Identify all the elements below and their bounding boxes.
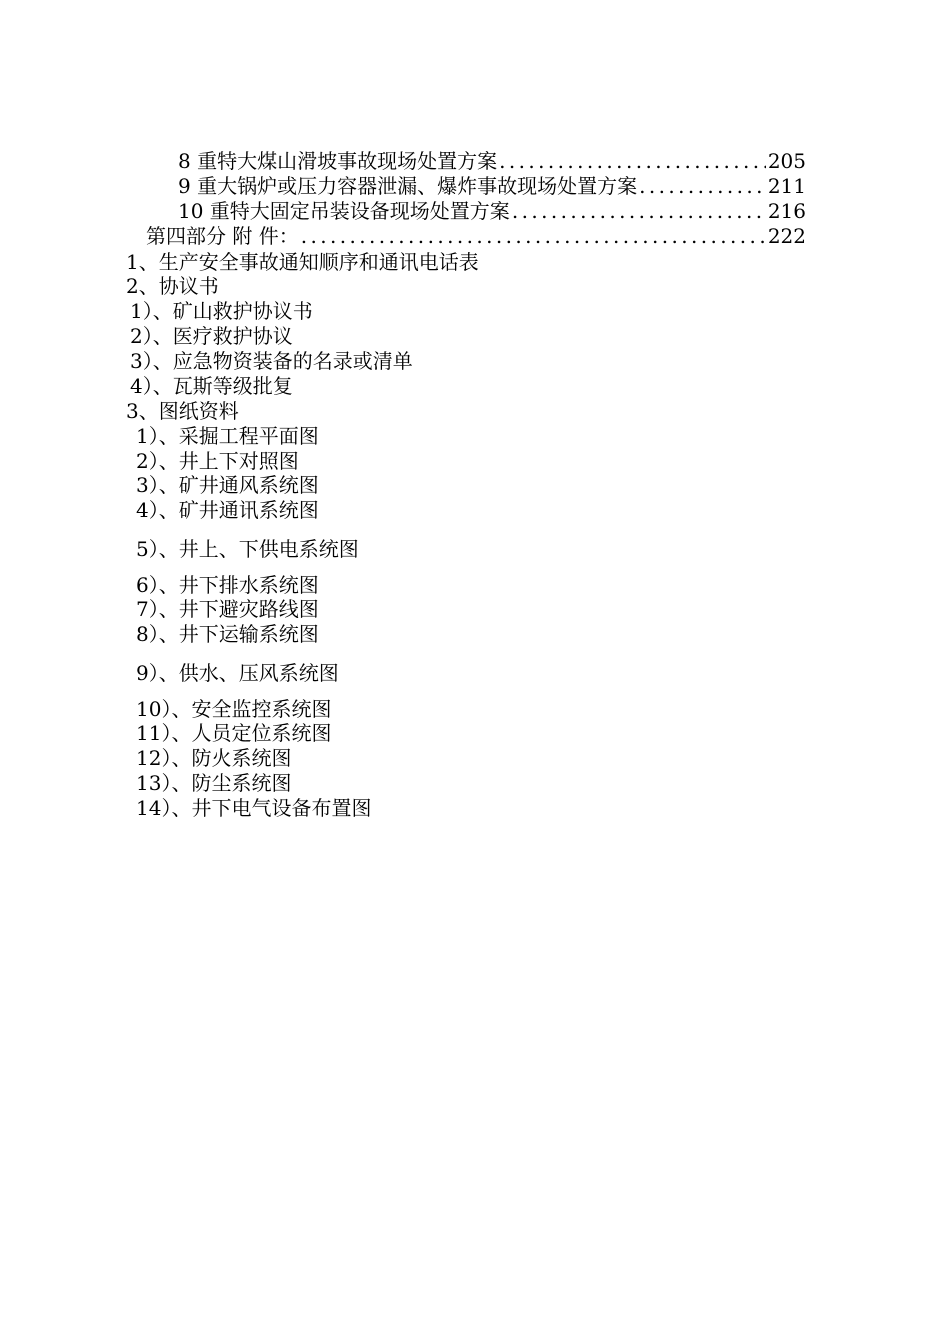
toc-entry-part4 (146, 224, 806, 248)
appendix-subitem: 14）、井下电气设备布置图 (136, 796, 372, 820)
appendix-subitem: 1）、采掘工程平面图 (136, 424, 319, 448)
appendix-subitem: 5）、井上、下供电系统图 (136, 537, 359, 561)
appendix-item-2: 2、协议书 (126, 274, 219, 298)
toc-entry-page: 222 (767, 224, 806, 248)
appendix-item-3: 3、图纸资料 (126, 399, 239, 423)
appendix-subitem: 7）、井下避灾路线图 (136, 597, 319, 621)
toc-entry-page: 211 (767, 174, 806, 198)
appendix-subitem: 10）、安全监控系统图 (136, 697, 332, 721)
toc-leader-dots (301, 224, 766, 248)
appendix-subitem: 12）、防火系统图 (136, 746, 292, 770)
toc-entry-9 (178, 174, 806, 198)
appendix-subitem: 9）、供水、压风系统图 (136, 661, 339, 685)
appendix-subitem: 2）、井上下对照图 (136, 449, 299, 473)
appendix-subitem: 6）、井下排水系统图 (136, 573, 319, 597)
toc-entry-page: 205 (767, 149, 806, 173)
appendix-item-1: 1、生产安全事故通知顺序和通讯电话表 (126, 250, 479, 274)
appendix-subitem: 2）、医疗救护协议 (130, 324, 293, 348)
appendix-subitem: 3）、矿井通风系统图 (136, 473, 319, 497)
appendix-subitem: 13）、防尘系统图 (136, 771, 292, 795)
toc-entry-8 (178, 149, 806, 173)
toc-entry-label: 第四部分 附 件： (146, 224, 299, 248)
toc-leader-dots (639, 174, 766, 198)
appendix-subitem: 3）、应急物资装备的名录或清单 (130, 349, 413, 373)
toc-entry-label: 10 重特大固定吊装设备现场处置方案 (178, 199, 510, 223)
toc-leader-dots (499, 149, 766, 173)
appendix-subitem: 4）、矿井通讯系统图 (136, 498, 319, 522)
toc-entry-label: 9 重大锅炉或压力容器泄漏、爆炸事故现场处置方案 (178, 174, 638, 198)
appendix-subitem: 4）、瓦斯等级批复 (130, 374, 293, 398)
toc-leader-dots (512, 199, 766, 223)
appendix-subitem: 1）、矿山救护协议书 (130, 299, 313, 323)
toc-entry-page: 216 (767, 199, 806, 223)
appendix-subitem: 8）、井下运输系统图 (136, 622, 319, 646)
toc-entry-label: 8 重特大煤山滑坡事故现场处置方案 (178, 149, 498, 173)
toc-entry-10 (178, 199, 806, 223)
appendix-subitem: 11）、人员定位系统图 (136, 721, 332, 745)
